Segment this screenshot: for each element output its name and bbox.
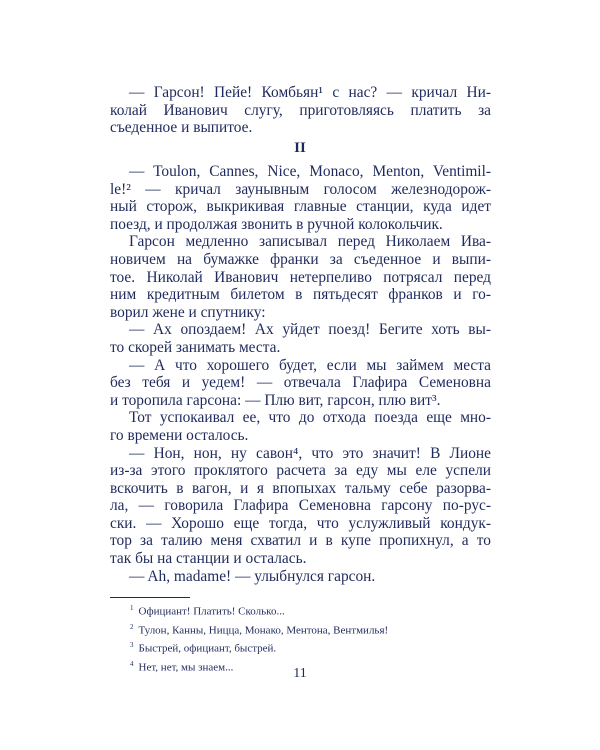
footnote xyxy=(130,601,388,620)
text-line: — А что хорошего будет, если мы займем места xyxy=(129,356,491,374)
text-line: и торопила гарсона: — Плю вит, гарсон, плю вит³. xyxy=(110,391,441,409)
footnote-text: Тулон, Канны, Ницца, Монако, Ментона, Вентмилья! xyxy=(138,624,389,637)
text-line: ный сторож, выкрикивая главные станции, куда идет xyxy=(110,198,491,216)
text-line: вскочить в вагон, и я впопыхах тальму себе разорва- xyxy=(110,479,491,497)
text-line: тое. Николай Иванович нетерпеливо потрясал перед xyxy=(110,268,491,286)
text-line: ски. — Хорошо еще тогда, что услужливый кондук- xyxy=(110,514,491,532)
footnote-text: Нет, нет, мы знаем... xyxy=(138,661,234,674)
footnote-divider xyxy=(110,597,190,598)
section-1-text xyxy=(110,84,491,137)
paragraph xyxy=(110,163,491,233)
paragraph xyxy=(110,233,491,321)
paragraph xyxy=(110,357,491,410)
footnote-mark: 1 xyxy=(130,604,134,612)
paragraph xyxy=(110,321,491,356)
text-line: без тебя и уедем! — отвечала Глафира Семеновна xyxy=(110,374,491,392)
footnotes xyxy=(130,601,388,676)
text-line: Гарсон медленно записывал перед Николаем Ива- xyxy=(129,233,491,251)
text-line: le!² — кричал заунывным голосом железнодорож- xyxy=(110,180,491,198)
paragraph xyxy=(110,568,491,586)
footnote-mark: 2 xyxy=(130,622,134,631)
text-line: го времени осталось. xyxy=(110,426,249,444)
footnote xyxy=(130,638,388,657)
footnote xyxy=(130,620,388,639)
footnote-text: Быстрей, официант, быстрей. xyxy=(138,642,277,655)
text-line: съеденное и выпитое. xyxy=(110,119,253,137)
text-line: — Гарсон! Пейе! Комбьян¹ с нас? — кричал Ни- xyxy=(129,84,491,101)
paragraph xyxy=(110,409,491,444)
text-line: колай Иванович слугу, приготовляясь платить за xyxy=(110,101,491,119)
paragraph xyxy=(110,84,491,137)
footnote-text: Официант! Платить! Сколько... xyxy=(138,605,285,618)
text-line: то скорей занимать места. xyxy=(110,338,281,356)
chapter-heading: II xyxy=(294,140,306,156)
text-line: — Toulon, Cannes, Nice, Monaco, Menton, Ventimil- xyxy=(129,163,491,180)
text-line: — Нон, нон, ну савон⁴, что это значит! В Лионе xyxy=(129,444,491,462)
text-line: — Ах опоздаем! Ах уйдет поезд! Бегите хоть вы- xyxy=(129,321,491,339)
text-line: новичем на бумажке франки за съеденное и выпи- xyxy=(110,250,491,268)
text-line: — Ah, madame! — улыбнулся гарсон. xyxy=(129,567,376,585)
text-line: ним кредитным билетом в пятьдесят франков и го- xyxy=(110,286,491,304)
footnote-mark: 3 xyxy=(130,641,134,650)
text-line: тор за талию меня схватил и в купе пропихнул, а то xyxy=(110,532,491,550)
text-line: Тот успокаивал ее, что до отхода поезда еще мно- xyxy=(129,409,491,427)
text-line: поезд, и продолжая звонить в ручной колокольчик. xyxy=(110,215,443,233)
text-line: ворил жене и спутнику: xyxy=(110,303,266,321)
footnote-mark: 4 xyxy=(130,659,134,668)
paragraph xyxy=(110,445,491,568)
page-number: 11 xyxy=(293,666,307,681)
section-2-text xyxy=(110,163,491,585)
text-line: ла, — говорила Глафира Семеновна гарсону по-рус- xyxy=(110,497,491,515)
text-line: из-за этого проклятого расчета за еду мы еле успели xyxy=(110,462,491,480)
text-line: так бы на станции и осталась. xyxy=(110,550,307,568)
